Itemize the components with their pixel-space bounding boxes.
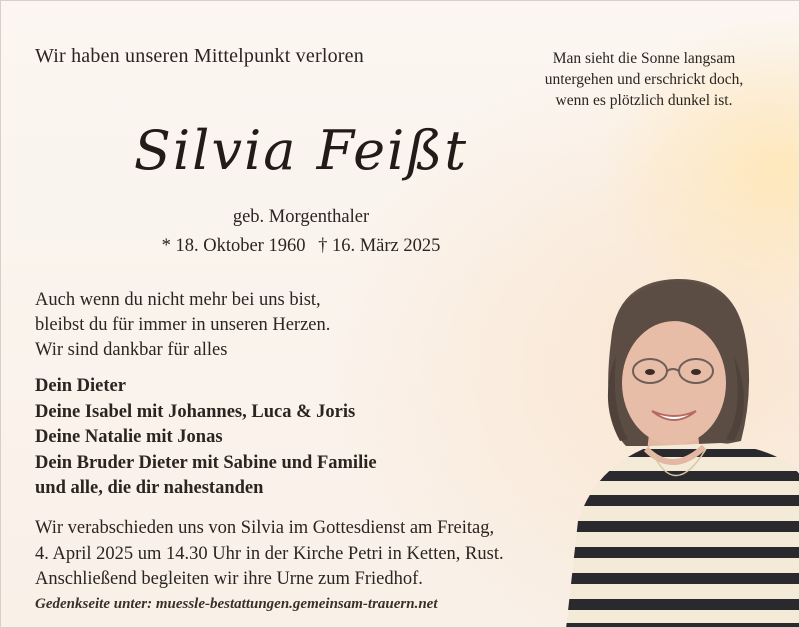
- maiden-name: geb. Morgenthaler: [232, 207, 370, 227]
- poem-block: [35, 288, 330, 363]
- deceased-name: Silvia Feißt: [133, 119, 469, 182]
- mourner-line: und alle, die dir nahestanden: [35, 478, 264, 498]
- service-line: Anschließend begleiten wir ihre Urne zum Friedhof.: [35, 569, 423, 589]
- birth-date: * 18. Oktober 1960: [161, 236, 306, 256]
- death-date: † 16. März 2025: [318, 236, 441, 256]
- mourner-line: Dein Dieter: [35, 376, 126, 396]
- quote-line: Man sieht die Sonne langsam: [552, 50, 736, 67]
- service-info: [35, 516, 504, 593]
- life-dates: [101, 236, 501, 257]
- portrait-photo: [556, 271, 800, 628]
- mourner-line: Deine Isabel mit Johannes, Luca & Joris: [35, 401, 356, 422]
- service-line: 4. April 2025 um 14.30 Uhr in der Kirche Petri in Ketten, Rust.: [35, 543, 504, 564]
- mourner-line: Dein Bruder Dieter mit Sabine und Familie: [35, 452, 377, 473]
- memorial-page-link[interactable]: Gedenkseite unter: muessle-bestattungen.gemeinsam-trauern.net: [35, 596, 438, 612]
- quote-line: untergehen und erschrickt doch,: [544, 71, 744, 88]
- mourner-line: Deine Natalie mit Jonas: [35, 427, 223, 447]
- poem-line: Auch wenn du nicht mehr bei uns bist,: [35, 290, 321, 310]
- quote-block: [519, 48, 769, 111]
- poem-line: bleibst du für immer in unseren Herzen.: [35, 315, 331, 335]
- mourners-list: [35, 374, 377, 502]
- quote-line: wenn es plötzlich dunkel ist.: [555, 92, 733, 109]
- intro-line: Wir haben unseren Mittelpunkt verloren: [35, 45, 364, 67]
- service-line: Wir verabschieden uns von Silvia im Gottesdienst am Freitag,: [35, 518, 495, 538]
- poem-line: Wir sind dankbar für alles: [35, 340, 228, 360]
